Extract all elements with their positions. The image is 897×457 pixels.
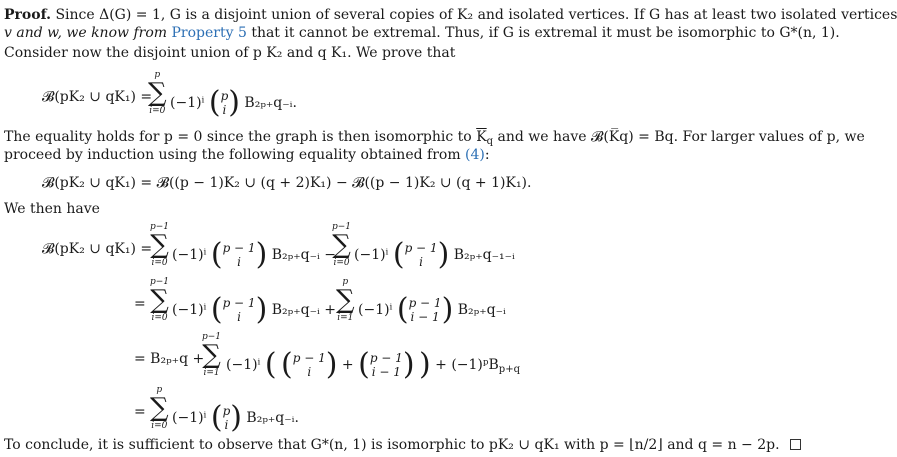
eq3-r3-eq [134, 350, 204, 368]
sum-lower: i=1 [337, 313, 354, 323]
eq3-r2-sum1 [150, 277, 169, 323]
sum-lower: i=0 [151, 421, 168, 431]
r3-binom2: (p − 1 i − 1) [358, 347, 415, 382]
sum-lower: i=0 [151, 258, 168, 268]
r1-b2: B₂ₚ₊q₋₁₋ᵢ [453, 247, 515, 263]
r3-tail: + (−1)ᵖB [435, 357, 499, 373]
r4-binom: (p i) [210, 400, 242, 435]
r3-lead: = B₂ₚ₊q + [134, 351, 205, 367]
binom-bottom: i [307, 365, 312, 379]
binom-bottom: i [237, 255, 241, 269]
r2-term1: (−1)ⁱ [172, 302, 207, 318]
equation-1-lhs [42, 88, 152, 106]
proof-text-1: Since Δ(G) = 1, G is a disjoint union of several copies of K₂ and isolated vertices. If G has at least two isolated vertices [55, 7, 897, 23]
sum-upper: p [342, 277, 349, 287]
proof-line-4: The equality holds for p = 0 since the graph is then isomorphic to $\overline{K}_q$ and we have 𝓑(K̅q) = Bq. For larger values of p, we [4, 129, 865, 147]
sum-upper: p−1 [332, 222, 352, 232]
eq3-r1-sum1 [150, 222, 169, 268]
r2-term2: (−1)ⁱ [358, 302, 393, 318]
r1-binom1: (p − 1 i ) [210, 237, 268, 272]
binom-top: p − 1 [408, 296, 442, 310]
sum-upper: p [156, 385, 163, 395]
proof-line-3 [4, 44, 455, 62]
proof-text-5b: : [484, 147, 490, 163]
sigma-icon: ∑ [150, 393, 169, 423]
eq3-r2-sum2 [336, 277, 355, 323]
eq3-r4-eq [134, 403, 146, 421]
r1-binom2: (p − 1 i ) [392, 237, 450, 272]
eq3-r1-a [172, 237, 336, 272]
eq-4-link[interactable]: (4) [465, 147, 485, 163]
sum-lower: i=0 [333, 258, 350, 268]
proof-line-2 [4, 24, 840, 42]
proof-text-2b: that it cannot be extremal. Thus, if G is extremal it must be isomorphic to G*(n, 1). [251, 25, 840, 41]
eq3-lhs [42, 240, 152, 258]
proof-text-4a: The equality holds for p = 0 since the graph is then isomorphic to [4, 129, 472, 145]
proof-line-5 [4, 146, 490, 164]
eq3-r2-b [358, 292, 506, 327]
binom-top: p [222, 404, 231, 418]
sum-upper: p−1 [150, 277, 170, 287]
sigma-icon: ∑ [150, 285, 169, 315]
binom-top: p − 1 [222, 241, 256, 255]
r1-term1: (−1)ⁱ [172, 247, 207, 263]
r3-term1: (−1)ⁱ [226, 357, 261, 373]
equation-2 [42, 174, 531, 192]
property-5-link[interactable]: Property 5 [171, 25, 247, 41]
binom-bottom: i [419, 255, 423, 269]
sum-upper: p−1 [202, 332, 222, 342]
sigma-icon: ∑ [148, 78, 167, 108]
binom-top: p − 1 [222, 296, 256, 310]
kq-bar: $\overline{K}$ [476, 129, 487, 145]
conclusion-text: To conclude, it is sufficient to observe that G*(n, 1) is isomorphic to pK₂ ∪ qK₁ with p = ⌊n/2⌋ and q = n − 2p. [4, 437, 780, 453]
eq1-sum [148, 70, 167, 116]
binom-top: p − 1 [404, 241, 438, 255]
r2-binom2: (p − 1 i − 1) [396, 292, 454, 327]
binom-bottom: i − 1 [371, 365, 401, 379]
proof-text-6: We then have [4, 201, 100, 217]
equation-1-rhs [170, 85, 297, 120]
proof-line-1 [4, 6, 897, 24]
proof-text-4b: and we have 𝓑(K̅q) = Bq. For larger values of p, we [497, 129, 865, 145]
r1-term2: (−1)ⁱ [354, 247, 389, 263]
r2-b1: B₂ₚ₊q₋ᵢ + [271, 302, 336, 318]
equals-sign: = [134, 296, 146, 312]
eq3-r1-sum2 [332, 222, 351, 268]
eq3-r2-eq [134, 295, 146, 313]
eq3-r1-b [354, 237, 515, 272]
eq3-r2-a [172, 292, 336, 327]
eq1-term: (−1)ⁱ [170, 95, 205, 111]
sum-lower: i=1 [203, 368, 220, 378]
r2-b2: B₂ₚ₊q₋ᵢ [457, 302, 506, 318]
sum-upper: p−1 [150, 222, 170, 232]
proof-line-6 [4, 200, 100, 218]
binom-bottom: i [224, 418, 229, 432]
proof-text-2a: v and w, we know from [4, 25, 168, 41]
sigma-icon: ∑ [336, 285, 355, 315]
eq2-text: 𝓑(pK₂ ∪ qK₁) = 𝓑((p − 1)K₂ ∪ (q + 2)K₁) − 𝓑((p − 1)K₂ ∪ (q + 1)K₁). [42, 175, 532, 191]
eq1-lhs-text: 𝓑(pK₂ ∪ qK₁) = [42, 89, 153, 105]
binom-bottom: i − 1 [410, 310, 440, 324]
binom-top: p [220, 89, 229, 103]
r2-binom1: (p − 1 i ) [210, 292, 268, 327]
eq3-r4-body [172, 400, 299, 435]
sigma-icon: ∑ [332, 230, 351, 260]
equals-sign: = [134, 404, 146, 420]
binom-top: p − 1 [292, 351, 326, 365]
eq1-binom: (p i) [208, 85, 240, 120]
qed-icon [790, 439, 801, 450]
sigma-icon: ∑ [150, 230, 169, 260]
r3-binom1: (p − 1 i ) [281, 347, 338, 382]
r4-term1: (−1)ⁱ [172, 410, 207, 426]
binom-top: p − 1 [369, 351, 403, 365]
proof-text-5a: proceed by induction using the following equality obtained from [4, 147, 461, 163]
r1-b1: B₂ₚ₊q₋ᵢ − [271, 247, 336, 263]
eq3-r3-body: (−1)ⁱ ( (p − 1 i ) + (p − 1 i − 1) ) + (−1)ᵖB$_{p+q}$ [226, 347, 520, 382]
eq1-sum-lower: i=0 [149, 106, 166, 116]
eq3-r4-sum [150, 385, 169, 431]
r4-b1: B₂ₚ₊q₋ᵢ. [246, 410, 299, 426]
r3-sub: p+q [498, 364, 520, 375]
proof-label: Proof. [4, 7, 51, 23]
binom-bottom: i [222, 103, 227, 117]
conclusion-line [4, 436, 801, 454]
proof-text-3: Consider now the disjoint union of p K₂ and q K₁. We prove that [4, 45, 456, 61]
sigma-icon: ∑ [202, 340, 221, 370]
eq1-sum-upper: p [154, 70, 161, 80]
eq1-b: B₂ₚ₊q₋ᵢ. [244, 95, 297, 111]
eq3-lhs-text: 𝓑(pK₂ ∪ qK₁) = [42, 241, 153, 257]
eq3-r3-sum [202, 332, 221, 378]
sum-lower: i=0 [151, 313, 168, 323]
binom-bottom: i [237, 310, 241, 324]
